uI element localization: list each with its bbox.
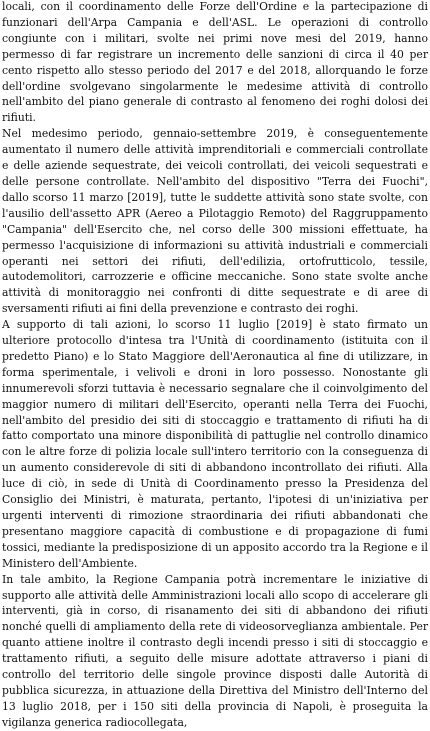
paragraph-3: A supporto di tali azioni, lo scorso 11 luglio [2019] è stato firmato un ulteriore protocollo d'intesa tra l'Unità di coordinamento (istituita con il predetto Piano) e lo Stato Maggiore dell'Aeronautica al fine di utilizzare, in forma sperimentale, i velivoli e droni in loro possesso. Nonostante gli innumerevoli sforzi tuttavia è necessario segnalare che il coinvolgimento del maggior numero di militari dell'Esercito, operanti nella Terra dei Fuochi, nell'ambito del presidio dei siti di stoccaggio e trattamento di rifiuti ha di fatto comportato una minore disponibilità di pattuglie nel controllo dinamico con le altre forze di polizia locale sull'intero territorio con la conseguenza di un aumento considerevole di siti di abbandono incontrollato dei rifiuti. Alla luce di ciò, in sede di Unità di Coordinamento presso la Presidenza del Consiglio dei Ministri, è maturata, pertanto, l'ipotesi di un'iniziativa per urgenti interventi di rimozione straordinaria dei rifiuti abbandonati che presentano maggiore capacità di combustione e di propagazione di fumi tossici, mediante la predisposizione di un apposito accordo tra la Regione e il Ministero dell'Ambiente. <box>2 318 428 570</box>
paragraph-2: Nel medesimo periodo, gennaio-settembre 2019, è conseguentemente aumentato il numero delle attività imprenditoriali e commerciali controllate e delle aziende sequestrate, dei veicoli controllati, dei veicoli sequestrati e delle persone controllate. Nell'ambito del dispositivo "Terra dei Fuochi", dallo scorso 11 marzo [2019], tutte le suddette attività sono state svolte, con l'ausilio dell'assetto APR (Aereo a Pilotaggio Remoto) del Raggruppamento "Campania" dell'Esercito che, nel corso delle 300 missioni effettuate, ha permesso l'acquisizione di informazioni su attività industriali e commerciali operanti nei settori dei rifiuti, dell'edilizia, ortofrutticolo, tessile, autodemolitori, carrozzerie e officine meccaniche. Sono state svolte anche attività di monitoraggio nei confronti di ditte sequestrate e di aree di sversamenti rifiuti ai fini della prevenzione e contrasto dei roghi. <box>2 127 428 316</box>
paragraph-1: locali, con il coordinamento delle Forze dell'Ordine e la partecipazione di funzionari dell'Arpa Campania e dell'ASL. Le operazioni di controllo congiunte con i militari, svolte nei primi nove mesi del 2019, hanno permesso di far registrare un incremento delle sanzioni di circa il 40 per cento rispetto allo stesso periodo del 2017 e del 2018, allorquando le forze dell'ordine svolgevano singolarmente le medesime attività di controllo nell'ambito del piano generale di contrasto al fenomeno dei roghi dolosi dei rifiuti. <box>2 0 428 125</box>
document-body <box>2 0 428 731</box>
paragraph-4: In tale ambito, la Regione Campania potrà incrementare le iniziative di supporto alle attività delle Amministrazioni locali allo scopo di accelerare gli interventi, già in corso, di risanamento dei siti di abbandono dei rifiuti nonché quelli di ampliamento della rete di videosorveglianza ambientale. Per quanto attiene inoltre il contrasto degli incendi presso i siti di stoccaggio e trattamento rifiuti, a seguito delle misure adottate attraverso i piani di controllo del territorio delle singole province disposti dalle Autorità di pubblica sicurezza, in attuazione della Direttiva del Ministro dell'Interno del 13 luglio 2018, per i 150 siti della provincia di Napoli, è proseguita la vigilanza generica radiocollegata, <box>2 572 428 729</box>
